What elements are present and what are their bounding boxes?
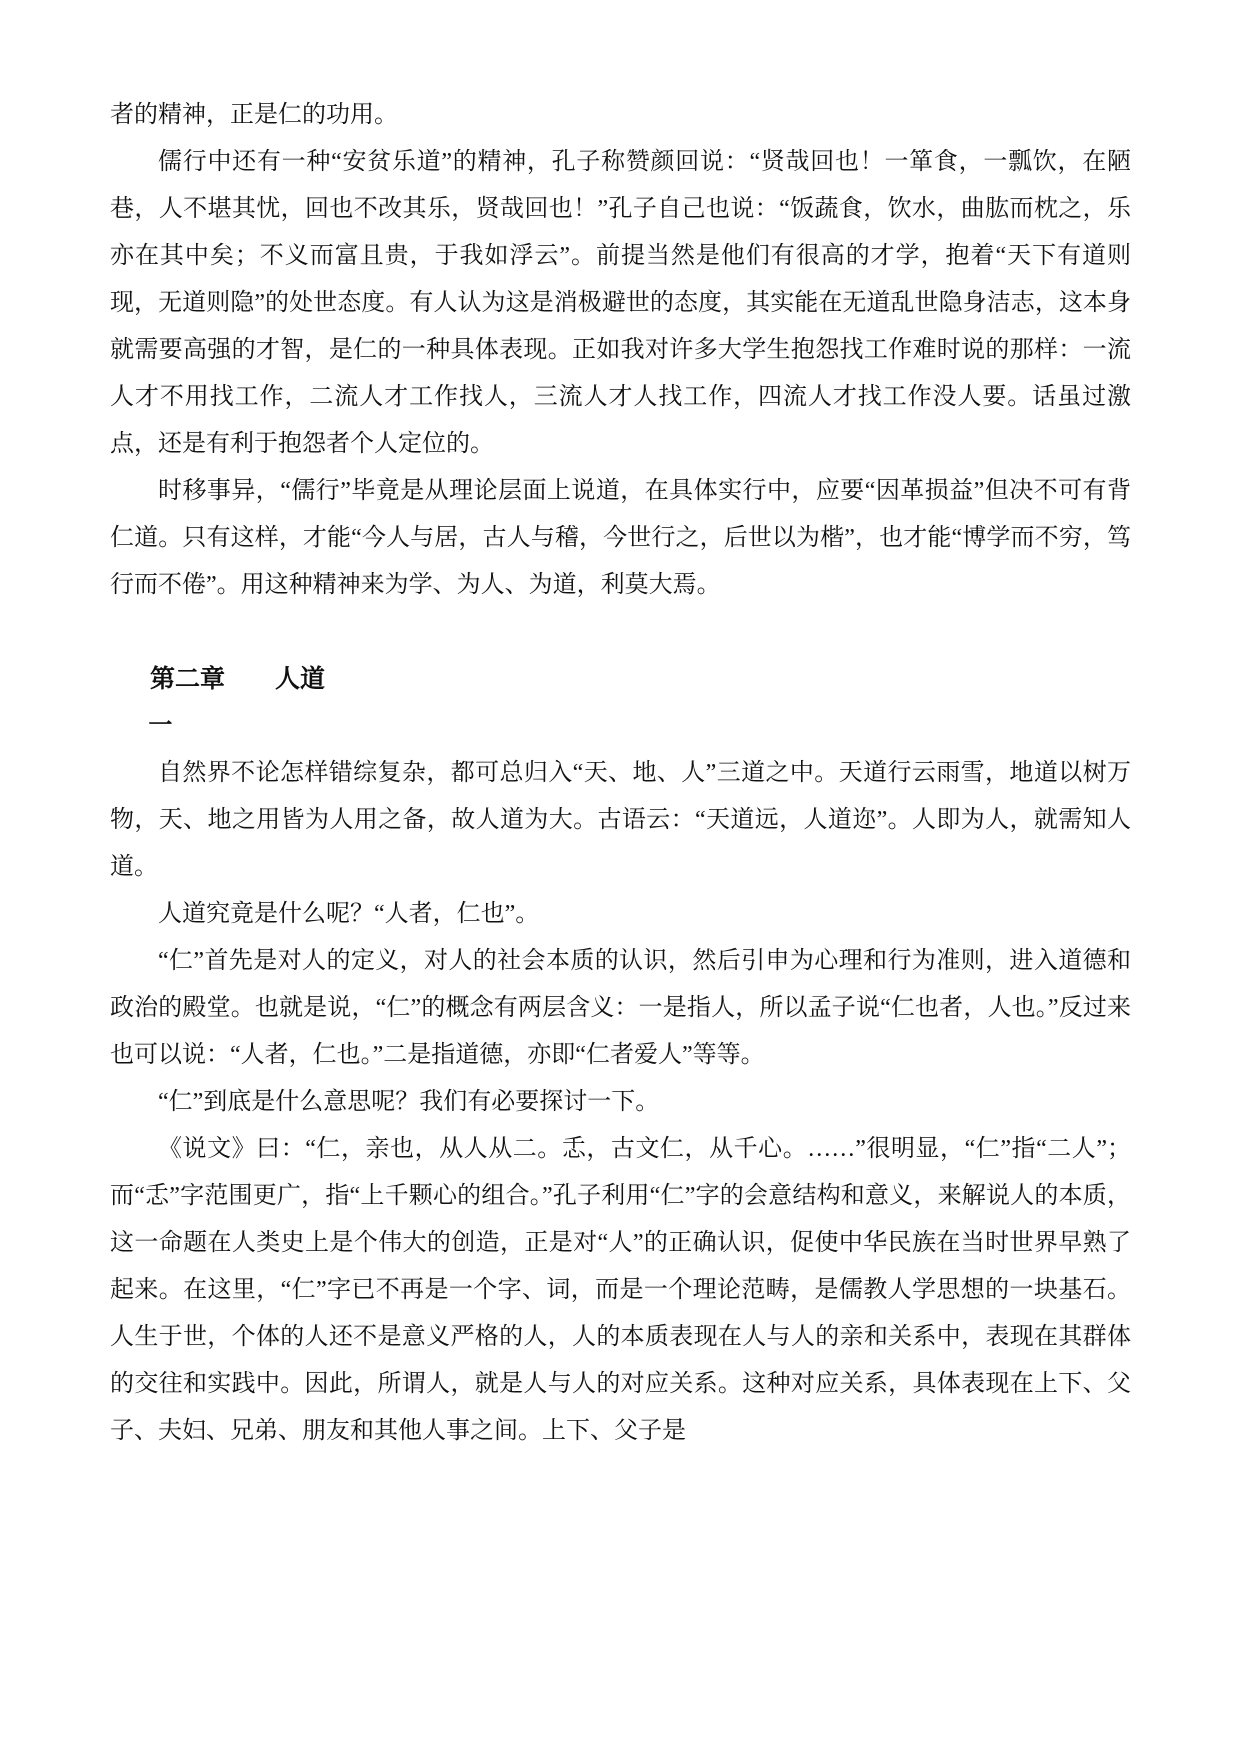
chapter-title: 人道 bbox=[275, 666, 326, 693]
chapter-heading bbox=[110, 656, 1131, 703]
body-paragraph-continuation: 者的精神，正是仁的功用。 bbox=[110, 102, 398, 128]
body-paragraph: 人道究竟是什么呢？“人者，仁也”。 bbox=[158, 901, 540, 927]
body-paragraph: “仁”到底是什么意思呢？我们有必要探讨一下。 bbox=[158, 1089, 660, 1115]
body-paragraph: 儒行中还有一种“安贫乐道”的精神，孔子称赞颜回说：“贤哉回也！一箪食，一瓢饮，在陋巷，人不堪其忧，回也不改其乐，贤哉回也！”孔子自己也说：“饭蔬食，饮水，曲肱而枕之，乐亦在其中矣；不义而富且贵，于我如浮云”。前提当然是他们有很高的才学，抱着“天下有道则现，无道则隐”的处世态度。有人认为这是消极避世的态度，其实能在无道乱世隐身洁志，这本身就需要高强的才智，是仁的一种具体表现。正如我对许多大学生抱怨找工作难时说的那样：一流人才不用找工作，二流人才工作找人，三流人才人找工作，四流人才找工作没人要。话虽过激点，还是有利于抱怨者个人定位的。 bbox=[110, 149, 1131, 457]
section-number: 一 bbox=[148, 713, 173, 739]
body-paragraph: 《说文》曰：“仁，亲也，从人从二。忎，古文仁，从千心。……”很明显，“仁”指“二人”；而“忎”字范围更广，指“上千颗心的组合。”孔子利用“仁”字的会意结构和意义，来解说人的本质，这一命题在人类史上是个伟大的创造，正是对“人”的正确认识，促使中华民族在当时世界早熟了起来。在这里，“仁”字已不再是一个字、词，而是一个理论范畴，是儒教人学思想的一块基石。人生于世，个体的人还不是意义严格的人，人的本质表现在人与人的亲和关系中，表现在其群体的交往和实践中。因此，所谓人，就是人与人的对应关系。这种对应关系，具体表现在上下、父子、夫妇、兄弟、朋友和其他人事之间。上下、父子是 bbox=[110, 1136, 1131, 1444]
body-paragraph: “仁”首先是对人的定义，对人的社会本质的认识，然后引申为心理和行为准则，进入道德和政治的殿堂。也就是说，“仁”的概念有两层含义：一是指人，所以孟子说“仁也者，人也。”反过来也可以说：“人者，仁也。”二是指道德，亦即“仁者爱人”等等。 bbox=[110, 948, 1131, 1068]
body-paragraph: 自然界不论怎样错综复杂，都可总归入“天、地、人”三道之中。天道行云雨雪，地道以树万物，天、地之用皆为人用之备，故人道为大。古语云：“天道远，人道迩”。人即为人，就需知人道。 bbox=[110, 760, 1131, 880]
body-paragraph: 时移事异，“儒行”毕竟是从理论层面上说道，在具体实行中，应要“因革损益”但决不可有背仁道。只有这样，才能“今人与居，古人与稽，今世行之，后世以为楷”，也才能“博学而不穷，笃行而不倦”。用这种精神来为学、为人、为道，利莫大焉。 bbox=[110, 478, 1131, 598]
chapter-number: 第二章 bbox=[150, 666, 226, 693]
